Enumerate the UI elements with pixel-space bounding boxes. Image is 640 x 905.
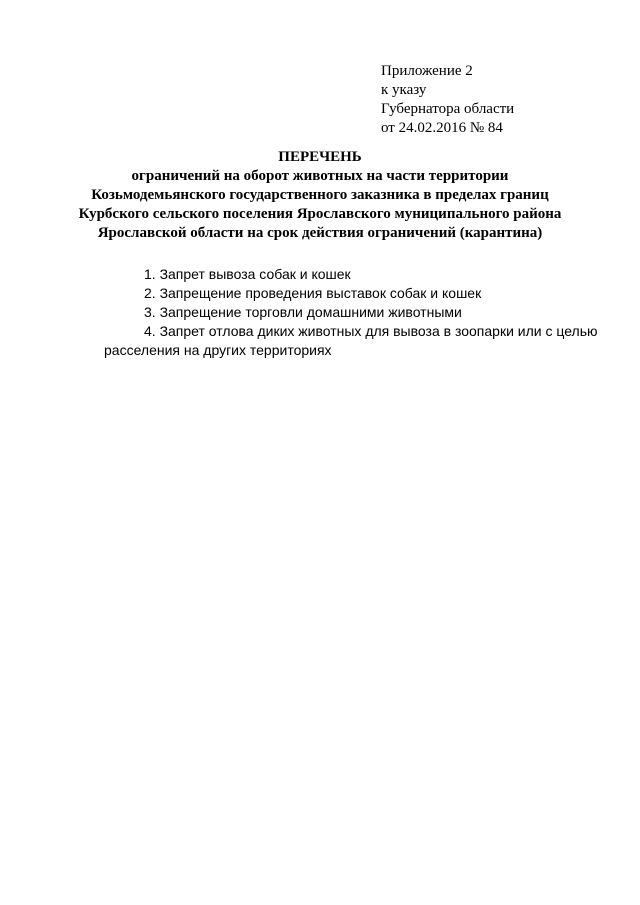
list-item-4: 4. Запрет отлова диких животных для вывоза в зоопарки или с целью	[144, 323, 598, 339]
restrictions-list	[104, 265, 604, 360]
appendix-line-2: к указу	[381, 82, 427, 98]
appendix-block	[381, 62, 581, 138]
list-item-1: 1. Запрет вывоза собак и кошек	[144, 266, 351, 282]
document-title: ПЕРЕЧЕНЬ	[278, 149, 362, 165]
subtitle-line-3: Курбского сельского поселения Ярославского муниципального района	[78, 206, 562, 222]
subtitle-line-2: Козьмодемьянского государственного заказника в пределах границ	[91, 187, 549, 203]
appendix-line-1: Приложение 2	[381, 63, 473, 79]
list-item-4-continuation: расселения на других территориях	[104, 342, 332, 358]
list-item-3: 3. Запрещение торговли домашними животными	[144, 304, 462, 320]
subtitle-line-1: ограничений на оборот животных на части территории	[131, 168, 509, 184]
list-item-2: 2. Запрещение проведения выставок собак и кошек	[144, 285, 482, 301]
appendix-line-3: Губернатора области	[381, 101, 515, 117]
document-subtitle	[0, 167, 640, 243]
appendix-line-4: от 24.02.2016 № 84	[381, 120, 503, 136]
subtitle-line-4: Ярославской области на срок действия ограничений (карантина)	[97, 225, 543, 241]
